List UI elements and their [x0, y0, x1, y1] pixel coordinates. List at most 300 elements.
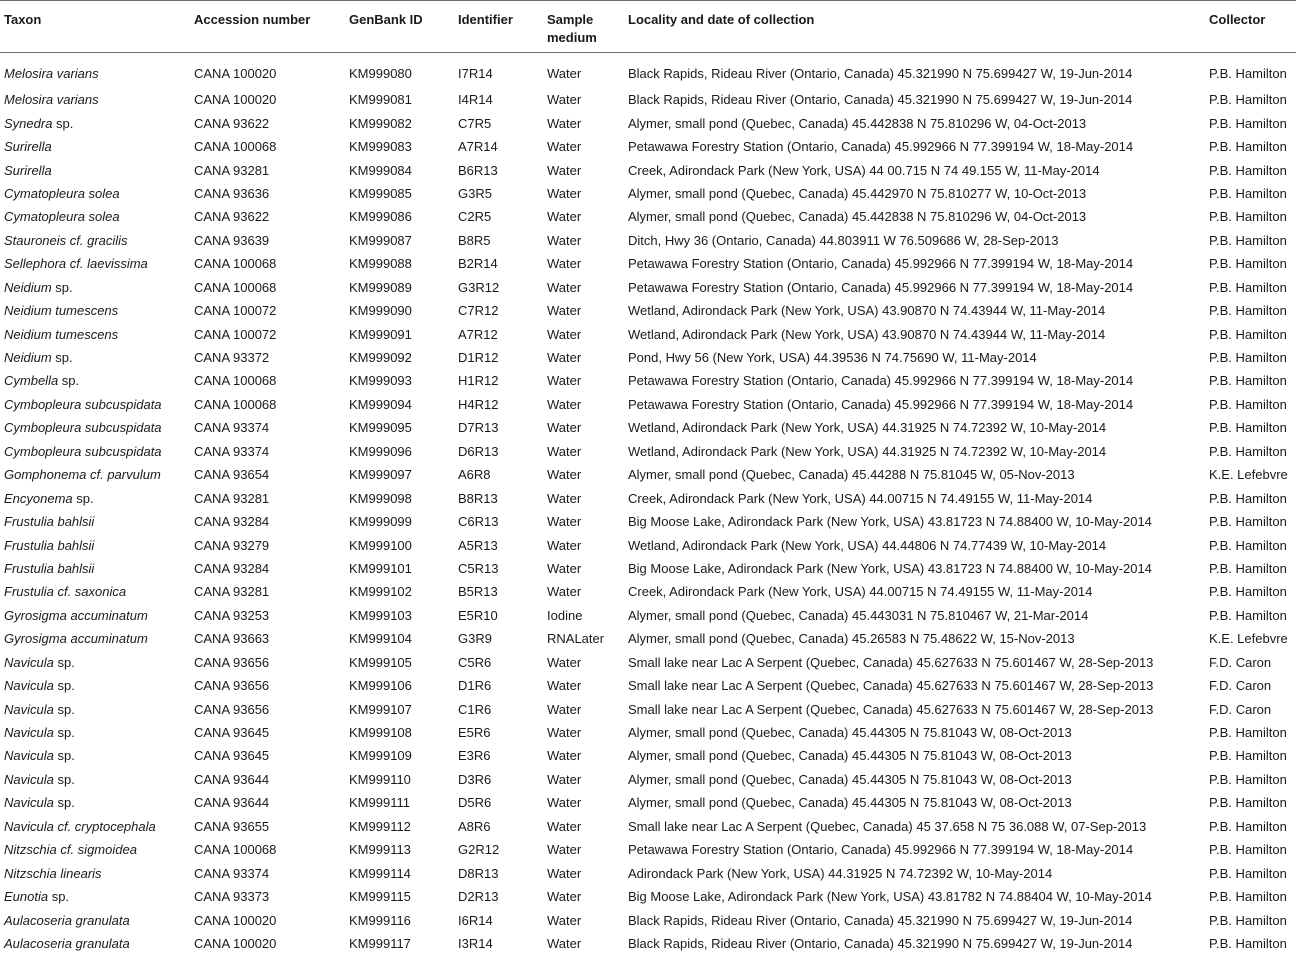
cell-taxon: [0, 768, 194, 791]
cell-taxon: [0, 440, 194, 463]
cell-sample-medium: Water: [547, 490, 582, 506]
cell-taxon: [0, 815, 194, 838]
taxon-name: Gyrosigma accuminatum: [4, 607, 148, 623]
cell-accession-number: CANA 100068: [194, 842, 277, 858]
table-row: [0, 604, 1296, 627]
cell-collector: K.E. Lefebvre: [1209, 631, 1288, 647]
table-row: [0, 861, 1296, 884]
table-row: [0, 533, 1296, 556]
cell-collector: P.B. Hamilton: [1209, 373, 1287, 389]
cell-collector: P.B. Hamilton: [1209, 420, 1287, 436]
table-row: [0, 463, 1296, 486]
cell-taxon: [0, 393, 194, 416]
taxon-name: Frustulia cf. saxonica: [4, 584, 127, 600]
cell-taxon: [0, 604, 194, 627]
cell-sample-medium: Water: [547, 326, 582, 342]
taxon-name: Aulacoseria granulata: [4, 935, 130, 951]
cell-sample-medium: Water: [547, 560, 582, 576]
table-row: [0, 674, 1296, 697]
table-row: [0, 299, 1296, 322]
table-row: [0, 440, 1296, 463]
cell-taxon: [0, 369, 194, 392]
cell-accession-number: CANA 93281: [194, 490, 270, 506]
taxon-suffix: sp.: [53, 678, 75, 694]
cell-identifier: D1R6: [458, 678, 492, 694]
cell-taxon: [0, 111, 194, 134]
taxon-suffix: sp.: [53, 795, 75, 811]
table-row: [0, 158, 1296, 181]
cell-sample-medium: Water: [547, 771, 582, 787]
cell-accession-number: CANA 93639: [194, 232, 270, 248]
table-row: [0, 627, 1296, 650]
cell-genbank-id: KM999107: [349, 701, 412, 717]
header-identifier: Identifier: [458, 1, 547, 53]
cell-accession-number: CANA 100068: [194, 396, 277, 412]
cell-collector: P.B. Hamilton: [1209, 748, 1287, 764]
cell-accession-number: CANA 100068: [194, 279, 277, 295]
cell-locality: Small lake near Lac A Serpent (Quebec, Canada) 45.627633 N 75.601467 W, 28-Sep-2013: [628, 701, 1154, 717]
cell-locality: Petawawa Forestry Station (Ontario, Canada) 45.992966 N 77.399194 W, 18-May-2014: [628, 256, 1134, 272]
cell-sample-medium: Water: [547, 303, 582, 319]
cell-taxon: [0, 580, 194, 603]
cell-identifier: B8R13: [458, 490, 498, 506]
cell-sample-medium: Water: [547, 889, 582, 905]
cell-locality: Wetland, Adirondack Park (New York, USA) 44.31925 N 74.72392 W, 10-May-2014: [628, 443, 1107, 459]
table-row: [0, 182, 1296, 205]
cell-collector: P.B. Hamilton: [1209, 584, 1287, 600]
cell-locality: Alymer, small pond (Quebec, Canada) 45.442838 N 75.810296 W, 04-Oct-2013: [628, 115, 1087, 131]
cell-identifier: C6R13: [458, 514, 499, 530]
cell-taxon: [0, 744, 194, 767]
taxon-name: Melosira varians: [4, 66, 99, 81]
cell-collector: P.B. Hamilton: [1209, 256, 1287, 272]
taxon-name: Neidium tumescens: [4, 326, 119, 342]
taxon-name: Neidium: [4, 279, 52, 295]
cell-genbank-id: KM999103: [349, 607, 412, 623]
cell-identifier: C2R5: [458, 209, 492, 225]
cell-identifier: C7R12: [458, 303, 499, 319]
cell-identifier: G3R5: [458, 185, 492, 201]
cell-sample-medium: Water: [547, 443, 582, 459]
cell-genbank-id: KM999100: [349, 537, 412, 553]
cell-sample-medium: Water: [547, 279, 582, 295]
taxon-name: Navicula: [4, 748, 54, 764]
table-row: [0, 346, 1296, 369]
cell-genbank-id: KM999084: [349, 162, 412, 178]
taxon-suffix: sp.: [53, 748, 75, 764]
cell-identifier: G3R12: [458, 279, 500, 295]
cell-identifier: A8R6: [458, 818, 491, 834]
cell-accession-number: CANA 93655: [194, 818, 270, 834]
cell-accession-number: CANA 100020: [194, 912, 277, 928]
cell-collector: P.B. Hamilton: [1209, 818, 1287, 834]
cell-genbank-id: KM999083: [349, 139, 412, 155]
cell-locality: Creek, Adirondack Park (New York, USA) 44 00.715 N 74 49.155 W, 11-May-2014: [628, 162, 1100, 178]
cell-taxon: [0, 322, 194, 345]
cell-genbank-id: KM999101: [349, 560, 412, 576]
cell-sample-medium: Water: [547, 92, 582, 108]
cell-accession-number: CANA 93374: [194, 420, 270, 436]
cell-genbank-id: KM999110: [349, 771, 411, 787]
cell-genbank-id: KM999091: [349, 326, 412, 342]
cell-accession-number: CANA 93253: [194, 607, 270, 623]
cell-locality: Small lake near Lac A Serpent (Quebec, Canada) 45.627633 N 75.601467 W, 28-Sep-2013: [628, 678, 1154, 694]
taxon-name: Encyonema: [4, 490, 73, 506]
cell-genbank-id: KM999093: [349, 373, 412, 389]
cell-accession-number: CANA 93372: [194, 350, 270, 366]
cell-sample-medium: Water: [547, 256, 582, 272]
cell-accession-number: CANA 93654: [194, 467, 270, 483]
cell-locality: Alymer, small pond (Quebec, Canada) 45.442970 N 75.810277 W, 10-Oct-2013: [628, 185, 1087, 201]
cell-collector: P.B. Hamilton: [1209, 865, 1287, 881]
cell-collector: P.B. Hamilton: [1209, 725, 1287, 741]
cell-identifier: H4R12: [458, 396, 499, 412]
cell-collector: P.B. Hamilton: [1209, 209, 1287, 225]
header-taxon: Taxon: [0, 1, 194, 53]
cell-identifier: E3R6: [458, 748, 491, 764]
cell-accession-number: CANA 100020: [194, 935, 277, 951]
taxon-name: Gyrosigma accuminatum: [4, 631, 148, 647]
cell-collector: P.B. Hamilton: [1209, 232, 1287, 248]
taxon-name: Gomphonema cf. parvulum: [4, 467, 161, 483]
cell-genbank-id: KM999095: [349, 420, 412, 436]
cell-accession-number: CANA 93636: [194, 185, 270, 201]
table-row: [0, 885, 1296, 908]
cell-collector: P.B. Hamilton: [1209, 842, 1287, 858]
cell-locality: Wetland, Adirondack Park (New York, USA) 44.44806 N 74.77439 W, 10-May-2014: [628, 537, 1107, 553]
table-row: [0, 580, 1296, 603]
taxon-suffix: sp.: [48, 889, 70, 905]
cell-collector: P.B. Hamilton: [1209, 935, 1287, 951]
taxon-name: Neidium: [4, 350, 52, 366]
cell-taxon: [0, 276, 194, 299]
taxon-suffix: sp.: [51, 350, 73, 366]
cell-locality: Ditch, Hwy 36 (Ontario, Canada) 44.803911 W 76.509686 W, 28-Sep-2013: [628, 232, 1059, 248]
table-row: [0, 322, 1296, 345]
cell-accession-number: CANA 93644: [194, 771, 270, 787]
cell-taxon: [0, 252, 194, 275]
cell-taxon: [0, 557, 194, 580]
table-row: [0, 205, 1296, 228]
cell-genbank-id: KM999105: [349, 654, 412, 670]
cell-accession-number: CANA 93284: [194, 560, 270, 576]
table-row: [0, 815, 1296, 838]
cell-collector: P.B. Hamilton: [1209, 279, 1287, 295]
cell-sample-medium: Water: [547, 725, 582, 741]
cell-sample-medium: Water: [547, 162, 582, 178]
cell-taxon: [0, 88, 194, 111]
cell-accession-number: CANA 100068: [194, 256, 277, 272]
taxon-suffix: sp.: [72, 490, 94, 506]
cell-identifier: B8R5: [458, 232, 491, 248]
cell-identifier: D5R6: [458, 795, 492, 811]
cell-locality: Alymer, small pond (Quebec, Canada) 45.44305 N 75.81043 W, 08-Oct-2013: [628, 748, 1072, 764]
cell-genbank-id: KM999116: [349, 912, 411, 928]
table-row: [0, 276, 1296, 299]
table-row: [0, 932, 1296, 955]
cell-sample-medium: Water: [547, 514, 582, 530]
table-row: [0, 53, 1296, 89]
cell-accession-number: CANA 93374: [194, 865, 270, 881]
taxon-name: Frustulia bahlsii: [4, 560, 95, 576]
cell-taxon: [0, 486, 194, 509]
cell-collector: P.B. Hamilton: [1209, 185, 1287, 201]
cell-locality: Petawawa Forestry Station (Ontario, Canada) 45.992966 N 77.399194 W, 18-May-2014: [628, 139, 1134, 155]
taxon-suffix: sp.: [53, 701, 75, 717]
cell-collector: F.D. Caron: [1209, 654, 1272, 670]
taxon-name: Synedra: [4, 115, 53, 131]
cell-identifier: A7R14: [458, 139, 498, 155]
cell-taxon: [0, 861, 194, 884]
table-row: [0, 744, 1296, 767]
cell-locality: Black Rapids, Rideau River (Ontario, Canada) 45.321990 N 75.699427 W, 19-Jun-2014: [628, 935, 1133, 951]
cell-collector: P.B. Hamilton: [1209, 560, 1287, 576]
cell-collector: P.B. Hamilton: [1209, 607, 1287, 623]
cell-taxon: [0, 53, 194, 89]
cell-accession-number: CANA 93656: [194, 678, 270, 694]
cell-identifier: D2R13: [458, 889, 499, 905]
cell-identifier: B2R14: [458, 256, 498, 272]
table-row: [0, 416, 1296, 439]
cell-accession-number: CANA 100020: [194, 66, 277, 81]
taxon-name: Surirella: [4, 162, 52, 178]
taxon-suffix: sp.: [53, 654, 75, 670]
cell-locality: Alymer, small pond (Quebec, Canada) 45.44305 N 75.81043 W, 08-Oct-2013: [628, 795, 1072, 811]
cell-sample-medium: Water: [547, 396, 582, 412]
cell-locality: Big Moose Lake, Adirondack Park (New York, USA) 43.81782 N 74.88404 W, 10-May-2014: [628, 889, 1152, 905]
cell-sample-medium: Water: [547, 420, 582, 436]
cell-genbank-id: KM999097: [349, 467, 412, 483]
taxon-name: Cymbopleura subcuspidata: [4, 396, 162, 412]
cell-accession-number: CANA 93279: [194, 537, 270, 553]
table-body: [0, 53, 1296, 956]
cell-taxon: [0, 229, 194, 252]
cell-identifier: I3R14: [458, 935, 493, 951]
cell-identifier: I6R14: [458, 912, 493, 928]
cell-locality: Alymer, small pond (Quebec, Canada) 45.443031 N 75.810467 W, 21-Mar-2014: [628, 607, 1089, 623]
cell-genbank-id: KM999092: [349, 350, 412, 366]
table-row: [0, 229, 1296, 252]
cell-taxon: [0, 510, 194, 533]
cell-taxon: [0, 463, 194, 486]
cell-identifier: C5R6: [458, 654, 492, 670]
header-genbank-id: GenBank ID: [349, 1, 458, 53]
cell-accession-number: CANA 93644: [194, 795, 270, 811]
table-row: [0, 135, 1296, 158]
table-row: [0, 651, 1296, 674]
taxon-name: Navicula: [4, 701, 54, 717]
taxon-name: Navicula: [4, 725, 54, 741]
taxon-suffix: sp.: [53, 771, 75, 787]
cell-sample-medium: Water: [547, 748, 582, 764]
cell-genbank-id: KM999111: [349, 795, 410, 811]
cell-collector: P.B. Hamilton: [1209, 396, 1287, 412]
cell-genbank-id: KM999098: [349, 490, 412, 506]
table-row: [0, 557, 1296, 580]
cell-taxon: [0, 838, 194, 861]
cell-locality: Black Rapids, Rideau River (Ontario, Canada) 45.321990 N 75.699427 W, 19-Jun-2014: [628, 66, 1133, 81]
cell-identifier: D1R12: [458, 350, 499, 366]
table-row: [0, 510, 1296, 533]
cell-accession-number: CANA 100020: [194, 92, 277, 108]
cell-sample-medium: Water: [547, 701, 582, 717]
cell-collector: P.B. Hamilton: [1209, 66, 1287, 81]
cell-genbank-id: KM999104: [349, 631, 412, 647]
cell-locality: Black Rapids, Rideau River (Ontario, Canada) 45.321990 N 75.699427 W, 19-Jun-2014: [628, 92, 1133, 108]
cell-genbank-id: KM999102: [349, 584, 412, 600]
cell-genbank-id: KM999082: [349, 115, 412, 131]
taxon-suffix: sp.: [52, 115, 74, 131]
cell-genbank-id: KM999108: [349, 725, 412, 741]
cell-sample-medium: Water: [547, 185, 582, 201]
cell-accession-number: CANA 93281: [194, 162, 270, 178]
cell-locality: Adirondack Park (New York, USA) 44.31925 N 74.72392 W, 10-May-2014: [628, 865, 1053, 881]
cell-locality: Petawawa Forestry Station (Ontario, Canada) 45.992966 N 77.399194 W, 18-May-2014: [628, 842, 1134, 858]
table-row: [0, 88, 1296, 111]
cell-collector: P.B. Hamilton: [1209, 912, 1287, 928]
cell-taxon: [0, 697, 194, 720]
cell-sample-medium: Water: [547, 935, 582, 951]
cell-taxon: [0, 908, 194, 931]
cell-sample-medium: Water: [547, 678, 582, 694]
cell-locality: Alymer, small pond (Quebec, Canada) 45.26583 N 75.48622 W, 15-Nov-2013: [628, 631, 1075, 647]
table-header: [0, 1, 1296, 53]
cell-locality: Alymer, small pond (Quebec, Canada) 45.44288 N 75.81045 W, 05-Nov-2013: [628, 467, 1075, 483]
taxon-name: Neidium tumescens: [4, 303, 119, 319]
cell-collector: P.B. Hamilton: [1209, 490, 1287, 506]
cell-identifier: E5R10: [458, 607, 498, 623]
cell-collector: P.B. Hamilton: [1209, 115, 1287, 131]
cell-collector: P.B. Hamilton: [1209, 514, 1287, 530]
taxon-name: Cymbopleura subcuspidata: [4, 420, 162, 436]
cell-genbank-id: KM999088: [349, 256, 412, 272]
cell-taxon: [0, 135, 194, 158]
taxon-name: Cymatopleura solea: [4, 209, 120, 225]
cell-accession-number: CANA 100068: [194, 139, 277, 155]
taxon-name: Cymbella: [4, 373, 59, 389]
taxon-name: Eunotia: [4, 889, 49, 905]
cell-collector: K.E. Lefebvre: [1209, 467, 1288, 483]
cell-locality: Wetland, Adirondack Park (New York, USA) 43.90870 N 74.43944 W, 11-May-2014: [628, 303, 1106, 319]
cell-identifier: G3R9: [458, 631, 492, 647]
cell-collector: P.B. Hamilton: [1209, 350, 1287, 366]
taxon-suffix: sp.: [58, 373, 80, 389]
table-row: [0, 252, 1296, 275]
header-sample-medium: Sample medium: [547, 1, 628, 53]
taxon-name: Frustulia bahlsii: [4, 514, 95, 530]
cell-locality: Small lake near Lac A Serpent (Quebec, Canada) 45.627633 N 75.601467 W, 28-Sep-2013: [628, 654, 1154, 670]
cell-accession-number: CANA 93656: [194, 701, 270, 717]
cell-locality: Alymer, small pond (Quebec, Canada) 45.44305 N 75.81043 W, 08-Oct-2013: [628, 725, 1072, 741]
cell-identifier: C7R5: [458, 115, 492, 131]
header-accession-number: Accession number: [194, 1, 349, 53]
cell-locality: Wetland, Adirondack Park (New York, USA) 44.31925 N 74.72392 W, 10-May-2014: [628, 420, 1107, 436]
cell-sample-medium: Water: [547, 350, 582, 366]
cell-taxon: [0, 299, 194, 322]
table-row: [0, 697, 1296, 720]
cell-identifier: G2R12: [458, 842, 500, 858]
header-collector: Collector: [1209, 1, 1296, 53]
cell-locality: Petawawa Forestry Station (Ontario, Canada) 45.992966 N 77.399194 W, 18-May-2014: [628, 396, 1134, 412]
taxon-suffix: sp.: [53, 725, 75, 741]
cell-sample-medium: Water: [547, 232, 582, 248]
cell-accession-number: CANA 93622: [194, 209, 270, 225]
taxon-name: Aulacoseria granulata: [4, 912, 130, 928]
taxon-name: Frustulia bahlsii: [4, 537, 95, 553]
cell-taxon: [0, 932, 194, 955]
cell-genbank-id: KM999090: [349, 303, 412, 319]
cell-accession-number: CANA 100072: [194, 303, 277, 319]
cell-genbank-id: KM999086: [349, 209, 412, 225]
taxon-name: Navicula: [4, 678, 54, 694]
cell-identifier: H1R12: [458, 373, 499, 389]
cell-taxon: [0, 627, 194, 650]
cell-accession-number: CANA 93281: [194, 584, 270, 600]
cell-collector: P.B. Hamilton: [1209, 92, 1287, 108]
cell-sample-medium: Water: [547, 537, 582, 553]
table-row: [0, 908, 1296, 931]
cell-collector: P.B. Hamilton: [1209, 303, 1287, 319]
table-row: [0, 111, 1296, 134]
cell-taxon: [0, 674, 194, 697]
cell-genbank-id: KM999096: [349, 443, 412, 459]
cell-identifier: I7R14: [458, 66, 493, 81]
cell-collector: P.B. Hamilton: [1209, 139, 1287, 155]
cell-sample-medium: Water: [547, 467, 582, 483]
cell-collector: P.B. Hamilton: [1209, 326, 1287, 342]
cell-sample-medium: Water: [547, 115, 582, 131]
cell-genbank-id: KM999099: [349, 514, 412, 530]
taxon-name: Cymbopleura subcuspidata: [4, 443, 162, 459]
taxon-name: Navicula cf. cryptocephala: [4, 818, 156, 834]
taxon-name: Cymatopleura solea: [4, 185, 120, 201]
cell-collector: P.B. Hamilton: [1209, 162, 1287, 178]
cell-locality: Petawawa Forestry Station (Ontario, Canada) 45.992966 N 77.399194 W, 18-May-2014: [628, 373, 1134, 389]
cell-locality: Black Rapids, Rideau River (Ontario, Canada) 45.321990 N 75.699427 W, 19-Jun-2014: [628, 912, 1133, 928]
cell-genbank-id: KM999089: [349, 279, 412, 295]
cell-genbank-id: KM999115: [349, 889, 411, 905]
taxon-name: Nitzschia cf. sigmoidea: [4, 842, 137, 858]
taxon-name: Stauroneis cf. gracilis: [4, 232, 128, 248]
cell-locality: Alymer, small pond (Quebec, Canada) 45.442838 N 75.810296 W, 04-Oct-2013: [628, 209, 1087, 225]
cell-identifier: D8R13: [458, 865, 499, 881]
cell-locality: Alymer, small pond (Quebec, Canada) 45.44305 N 75.81043 W, 08-Oct-2013: [628, 771, 1072, 787]
cell-identifier: A7R12: [458, 326, 498, 342]
cell-genbank-id: KM999094: [349, 396, 412, 412]
cell-locality: Wetland, Adirondack Park (New York, USA) 43.90870 N 74.43944 W, 11-May-2014: [628, 326, 1106, 342]
cell-genbank-id: KM999080: [349, 66, 412, 81]
cell-taxon: [0, 651, 194, 674]
cell-sample-medium: RNALater: [547, 631, 605, 647]
cell-locality: Pond, Hwy 56 (New York, USA) 44.39536 N 74.75690 W, 11-May-2014: [628, 350, 1037, 366]
cell-sample-medium: Water: [547, 139, 582, 155]
taxon-name: Surirella: [4, 139, 52, 155]
cell-sample-medium: Water: [547, 795, 582, 811]
cell-identifier: A5R13: [458, 537, 498, 553]
cell-sample-medium: Water: [547, 584, 582, 600]
cell-sample-medium: Water: [547, 865, 582, 881]
cell-identifier: B5R13: [458, 584, 498, 600]
table-row: [0, 393, 1296, 416]
table-row: [0, 721, 1296, 744]
cell-taxon: [0, 885, 194, 908]
taxon-name: Sellephora cf. laevissima: [4, 256, 148, 272]
cell-sample-medium: Water: [547, 654, 582, 670]
taxon-name: Melosira varians: [4, 92, 99, 108]
taxon-name: Nitzschia linearis: [4, 865, 102, 881]
taxon-suffix: sp.: [51, 279, 73, 295]
cell-taxon: [0, 158, 194, 181]
